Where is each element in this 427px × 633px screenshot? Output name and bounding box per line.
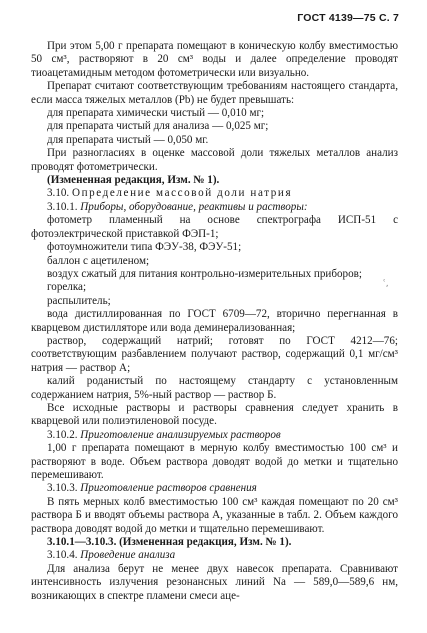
paragraph: 1,00 г препарата помещают в мерную колбу вместимостью 100 см³ и растворяют в воде. Объем раствора доводят водой до метки и тщательно перемешивают. xyxy=(31,442,398,481)
paragraph: В пять мерных колб вместимостью 100 см³ каждая помещают по 20 см³ раствора Б и вводят объемы раствора А, указанные в табл. 2. Объем каждого раствора доводят водой до метки и тщательно перемешивают. xyxy=(31,495,398,535)
page-body xyxy=(31,40,398,603)
section-title: Приготовление растворов сравнения xyxy=(80,482,257,495)
list-item: распылитель; xyxy=(47,294,111,307)
section-title: Проведение анализа xyxy=(80,549,176,562)
paragraph: При разногласиях в оценке массовой доли тяжелых металлов анализ проводят фотометрически. xyxy=(31,147,398,173)
section-heading xyxy=(31,187,398,200)
list-item: баллон с ацетиленом; xyxy=(47,254,150,267)
page-header: ГОСТ 4139—75 С. 7 xyxy=(297,12,399,24)
section-title: Приготовление анализируемых растворов xyxy=(80,428,281,441)
list-item: фотометр пламенный на основе спектрографа ИСП-51 с фотоэлектрической приставкой ФЭП-1; xyxy=(31,214,398,240)
paragraph: Для анализа берут не менее двух навесок препарата. Сравнивают интенсивность излучения резонансных линий Na — 589,0—589,6 нм, возникающих в спектре пламени смеси аце- xyxy=(31,562,398,602)
list-item: калий роданистый по настоящему стандарту с установленным содержанием натрия, 5%-ный раствор — раствор Б. xyxy=(31,375,398,401)
amendment-note: 3.10.1—3.10.3. (Измененная редакция, Изм. № 1). xyxy=(47,536,292,549)
list-item: воздух сжатый для питания контрольно-измерительных приборов; xyxy=(47,267,362,280)
subsection-heading xyxy=(31,482,398,495)
list-item: вода дистиллированная по ГОСТ 6709—72, вторично перегнанная в кварцевом дистилляторе или вода деминерализованная; xyxy=(31,308,398,334)
scan-mark: ʿ, xyxy=(383,279,389,289)
list-item: раствор, содержащий натрий; готовят по ГОСТ 4212—76; соответствующим разбавлением получают раствор, содержащий 0,1 мг/см³ натрия — раствор А; xyxy=(31,334,398,374)
subsection-heading xyxy=(31,429,398,442)
section-number: 3.10.4. xyxy=(47,549,78,562)
section-title: Определение массовой доли натрия xyxy=(71,187,293,200)
paragraph: При этом 5,00 г препарата помещают в коническую колбу вместимостью 50 см³, растворяют в 20 см³ воды и далее определение проводят тиоацетамидным методом фотометрически или визуально. xyxy=(31,40,398,79)
list-item: для препарата чистый для анализа — 0,025 мг; xyxy=(47,120,269,133)
section-title: Приборы, оборудование, реактивы и растворы: xyxy=(80,200,308,213)
section-number: 3.10.1. xyxy=(47,200,78,213)
subsection-heading xyxy=(31,201,398,214)
paragraph: Препарат считают соответствующим требованиям настоящего стандарта, если масса тяжелых металлов (Pb) не будет превышать: xyxy=(31,80,398,106)
section-number: 3.10.3. xyxy=(47,482,78,495)
list-item: горелка; xyxy=(47,281,87,294)
amendment-note: (Измененная редакция, Изм. № 1). xyxy=(47,174,220,187)
section-number: 3.10.2. xyxy=(47,428,78,441)
list-item: для препарата чистый — 0,050 мг. xyxy=(47,133,209,146)
subsection-heading xyxy=(31,549,398,562)
paragraph: Все исходные растворы и растворы сравнения следует хранить в кварцевой или полиэтиленовой посуде. xyxy=(31,401,398,428)
list-item: фотоумножители типа ФЭУ-38, ФЭУ-51; xyxy=(47,241,242,254)
list-item: для препарата химически чистый — 0,010 мг; xyxy=(47,107,265,120)
section-number: 3.10. xyxy=(47,187,70,200)
